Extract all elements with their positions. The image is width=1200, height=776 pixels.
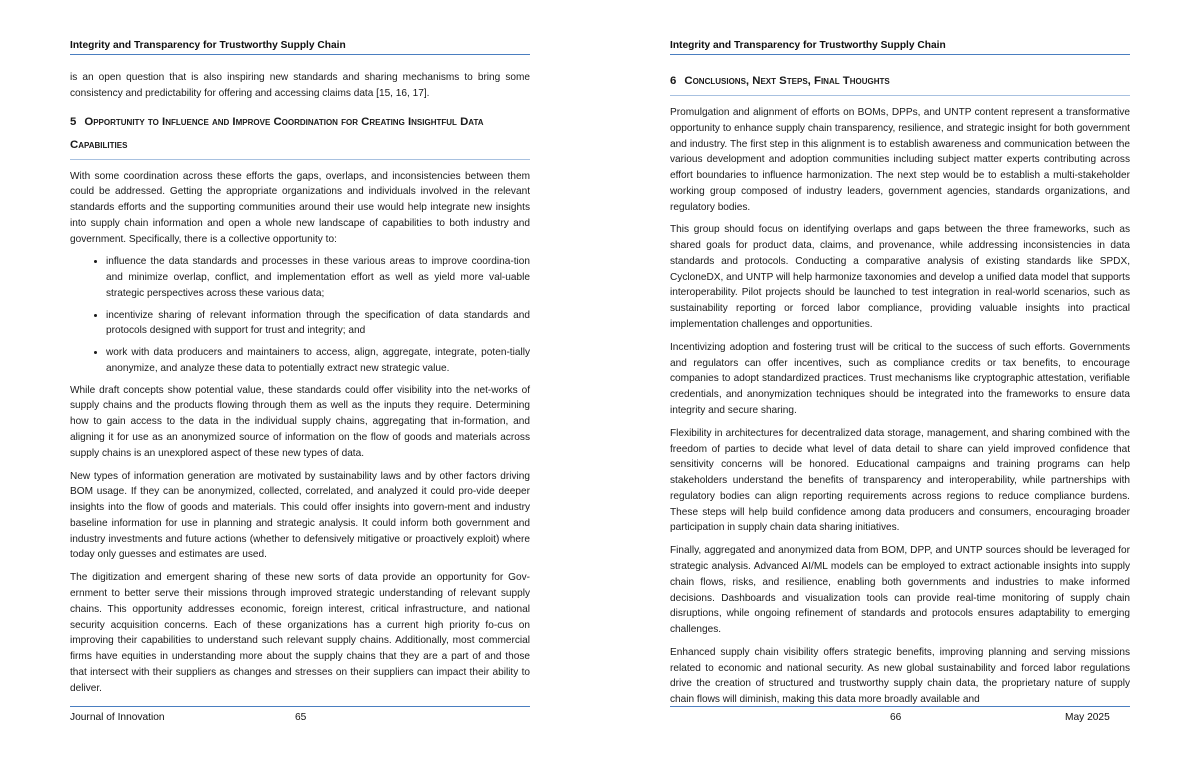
section-number: 5 (70, 115, 77, 128)
right-page (670, 0, 1130, 776)
paragraph: Promulgation and alignment of efforts on BOMs, DPPs, and UNTP content represent a transformative opportunity to enhance supply chain transparency, resilience, and strategic insight for both government and industry. The first step in this alignment is to establish awareness and communication between the various development and adoption communities including subject matter experts contributing across effort boundaries to influence harmonization. The next step would be to establish a multi-stakeholder working group composed of industry leaders, government agencies, standards organizations, and regulatory bodies. (670, 107, 1130, 213)
paragraph: Flexibility in architectures for decentralized data storage, management, and sharing combined with the freedom of parties to decide what level of data detail to share can yield improved confidence that sensitivity concerns will be honored. Educational campaigns and training programs can help stakeholders understand the benefits of transparency and interoperability, while partnerships with regulatory bodies can align reporting requirements across regions to reduce compliance burdens. These steps will help build confidence among data producers and consumers, encouraging broader participation in supply chain data sharing initiatives. (670, 427, 1130, 534)
left-page (70, 0, 530, 776)
section-heading (70, 111, 530, 160)
running-header: Integrity and Transparency for Trustworthy Supply Chain (670, 40, 1130, 55)
section-title: Conclusions, Next Steps, Final Thoughts (684, 75, 890, 87)
section-heading (670, 70, 1130, 96)
running-header: Integrity and Transparency for Trustworthy Supply Chain (70, 40, 530, 55)
page-number: 66 (890, 712, 902, 723)
paragraph: The digitization and emergent sharing of these new sorts of data provide an opportunity for Gov-ernment to better serve their missions through improved strategic understanding of relevant supply chains. This opportunity addresses economic, foreign interest, critical infrastructure, and national security acquisition concerns. Each of these organizations has a current high priority fo-cus on improving their capabilities to understand such relevant supply chains. Additionally, most commercial firms have equities in understanding more about the supply chains that they are a part of and those that intersect with their suppliers as changes and stresses on their suppliers can impact their ability to deliver. (70, 572, 530, 694)
footer-rule (670, 706, 1130, 707)
paragraph: New types of information generation are motivated by sustainability laws and by other factors driving BOM usage. If they can be anonymized, collected, correlated, and analyzed it could pro-vide deeper insights into the flow of goods and materials. This could offer insights into govern-ment and industry baseline information for use in planning and strategic analysis. It could inform both government and industry investments and future actions (whether to defensively mitigative or proactively exploit) where today only guesses and estimates are used. (70, 470, 530, 561)
paragraph: Enhanced supply chain visibility offers strategic benefits, improving planning and serving missions related to economic and national security. As new global sustainability and forced labor regulations drive the creation of structured and trustworthy supply chain data, the proprietary nature of supply chain flows will diminish, making this data more broadly available and (670, 646, 1130, 706)
section-number: 6 (670, 75, 677, 87)
paragraph: Incentivizing adoption and fostering trust will be critical to the success of such efforts. Governments and regulators can offer incentives, such as compliance credits or tax benefits, to encourage companies to adopt standardized practices. Trust mechanisms like cryptographic attestation, verifiable credentials, and anonymization techniques should be integrated into the frameworks to ensure data integrity and secure sharing. (670, 341, 1130, 416)
page-number: 65 (295, 712, 307, 723)
bullet-item: • influence the data standards and processes in these various areas to improve coordina-tion and minimize overlap, conflict, and implementation effort as well as yield more val-uable strategic perspectives across these various data; (106, 254, 530, 301)
bullet-list (70, 254, 530, 376)
bullet-item: • work with data producers and maintainers to access, align, aggregate, integrate, poten-tially anonymize, and analyze these data to potentially extract new strategic value. (106, 345, 530, 377)
paragraph: With some coordination across these efforts the gaps, overlaps, and inconsistencies between them could be addressed. Getting the appropriate organizations and individuals involved in the relevant standards efforts and the supporting communities around their use would help integrate new insights into supply chain information and open a whole new landscape of capabilities to both industry and government. Specifically, there is a collective opportunity to: (70, 170, 530, 245)
footer-date: May 2025 (1065, 712, 1110, 723)
paragraph: This group should focus on identifying overlaps and gaps between the three frameworks, such as shared goals for product data, claims, and provenance, while addressing inconsistencies in data standards and protocols. Conducting a comparative analysis of existing standards like SPDX, CycloneDX, and UNTP will help harmonize taxonomies and develop a unified data model that supports interoperability. Pilot projects should be launched to test integration in real-world scenarios, such as sustainability reporting or forced labor compliance, providing valuable insights into practical implementation challenges and opportunities. (670, 224, 1130, 330)
footer-rule (70, 706, 530, 707)
section-title: Opportunity to Influence and Improve Coordination for Creating Insightful Data Capabilities (70, 115, 484, 151)
bullet-item: • incentivize sharing of relevant information through the specification of data standards and protocols designed with support for trust and integrity; and (106, 308, 530, 340)
paragraph: While draft concepts show potential value, these standards could offer visibility into the net-works of supply chains and the products flowing through them as well as the inputs they require. Determining how to gain access to the data in the individual supply chains, aggregating that in-formation, and aligning it for use as an anonymized source of information on the flow of goods and materials across supply chains is an unexplored aspect of these new types of data. (70, 384, 530, 459)
left-page-content (70, 70, 530, 704)
intro-paragraph: is an open question that is also inspiring new standards and sharing mechanisms to bring some consistency and predictability for offering and accessing claims data [15, 16, 17]. (70, 72, 530, 99)
footer-journal: Journal of Innovation (70, 712, 165, 723)
paragraph: Finally, aggregated and anonymized data from BOM, DPP, and UNTP sources should be leveraged for strategic analysis. Advanced AI/ML models can be employed to extract actionable insights into supply chain flows, risks, and resilience, enabling both governments and industries to make informed decisions. Dashboards and visualization tools can provide real-time monitoring of supply chain disruptions, while ongoing refinement of standards and protocols ensures adaptability to emerging challenges. (670, 545, 1130, 635)
right-page-content (670, 70, 1130, 715)
